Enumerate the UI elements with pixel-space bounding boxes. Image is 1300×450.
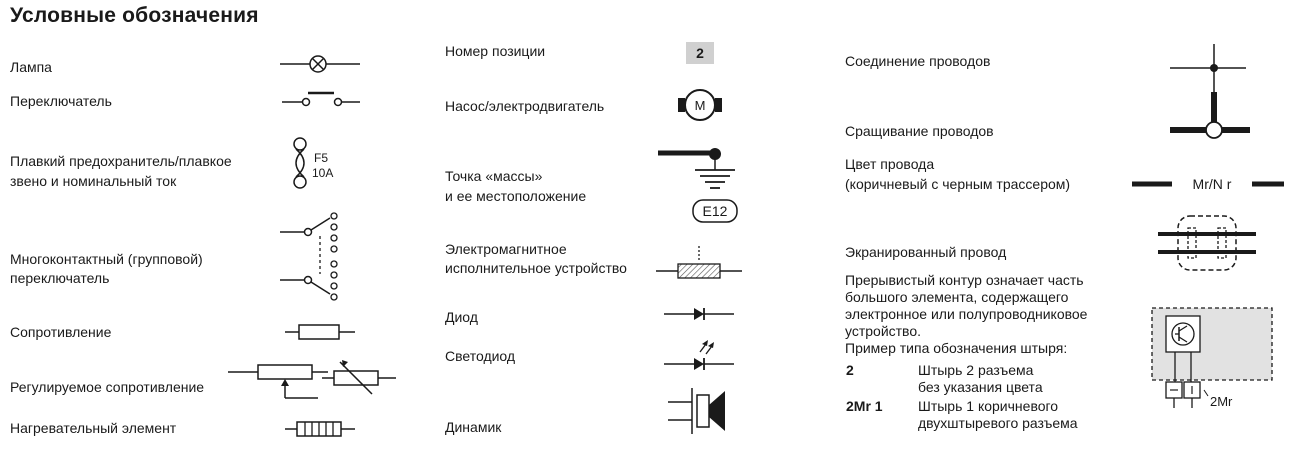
wire-splice-icon xyxy=(1170,92,1250,142)
switch-label: Переключатель xyxy=(10,93,112,109)
shielded-wire-label: Экранированный провод xyxy=(845,244,1007,260)
dashed-outline-desc-1: Прерывистый контур означает часть xyxy=(845,272,1084,288)
wire-joint-icon xyxy=(1170,44,1248,96)
dashed-outline-desc-3: электронное или полупроводниковое xyxy=(845,306,1088,322)
wire-splice-label: Сращивание проводов xyxy=(845,123,994,139)
fuse-name: F5 xyxy=(314,151,329,165)
led-icon xyxy=(664,334,736,374)
lamp-icon xyxy=(280,50,364,78)
dashed-outline-desc-4: устройство. xyxy=(845,323,922,339)
pin1-desc-2: без указания цвета xyxy=(918,379,1043,395)
pin1-code: 2 xyxy=(846,362,854,378)
page-title: Условные обозначения xyxy=(10,4,259,27)
fuse-label-2: звено и номинальный ток xyxy=(10,173,177,189)
position-number-value: 2 xyxy=(696,45,704,61)
resistor-icon xyxy=(285,320,357,344)
solenoid-label-1: Электромагнитное xyxy=(445,241,567,257)
ground-label-2: и ее местоположение xyxy=(445,188,587,204)
heater-label: Нагревательный элемент xyxy=(10,420,177,436)
pin-example-label: Пример типа обозначения штыря: xyxy=(845,340,1068,356)
diode-icon xyxy=(664,304,736,324)
solenoid-label-2: исполнительное устройство xyxy=(445,260,627,276)
fuse-label-1: Плавкий предохранитель/плавкое xyxy=(10,153,232,169)
ground-icon xyxy=(658,144,742,226)
pin1-desc-1: Штырь 2 разъема xyxy=(918,362,1034,378)
pin2-desc-1: Штырь 1 коричневого xyxy=(918,398,1059,414)
diode-label: Диод xyxy=(445,309,478,325)
lamp-label: Лампа xyxy=(10,59,52,75)
wire-joint-label: Соединение проводов xyxy=(845,53,991,69)
wire-color-icon xyxy=(1132,172,1284,196)
motor-label: Насос/электродвигатель xyxy=(445,98,605,114)
multi-switch-label-1: Многоконтактный (групповой) xyxy=(10,251,203,267)
position-number-label: Номер позиции xyxy=(445,43,546,59)
pin2-code: 2Mr 1 xyxy=(846,398,883,414)
fuse-rating: 10A xyxy=(312,166,334,180)
position-number-badge xyxy=(686,42,714,64)
pin2-desc-2: двухштыревого разъема xyxy=(918,415,1078,431)
ground-code: E12 xyxy=(702,203,728,219)
motor-icon xyxy=(674,88,726,122)
partial-component-icon xyxy=(1150,306,1276,414)
fuse-icon xyxy=(290,136,360,192)
speaker-label: Динамик xyxy=(445,419,502,435)
switch-icon xyxy=(282,88,362,110)
dashed-outline-desc-2: большого элемента, содержащего xyxy=(845,289,1069,305)
ground-label-1: Точка «массы» xyxy=(445,168,543,184)
wire-color-label-1: Цвет провода xyxy=(845,156,935,172)
speaker-icon xyxy=(668,382,740,442)
heater-icon xyxy=(285,418,357,440)
connector-label: 2Mr xyxy=(1210,394,1233,409)
variable-resistor-label: Регулируемое сопротивление xyxy=(10,379,205,395)
multi-switch-icon xyxy=(280,210,360,302)
multi-switch-label-2: переключатель xyxy=(10,270,110,286)
wire-color-code: Mr/N r xyxy=(1192,176,1232,192)
resistor-label: Сопротивление xyxy=(10,324,112,340)
motor-letter: M xyxy=(694,98,706,113)
shielded-wire-icon xyxy=(1158,214,1256,274)
led-label: Светодиод xyxy=(445,348,516,364)
variable-resistor-icon xyxy=(228,356,400,402)
wire-color-label-2: (коричневый с черным трассером) xyxy=(845,176,1071,192)
solenoid-icon xyxy=(656,244,742,284)
